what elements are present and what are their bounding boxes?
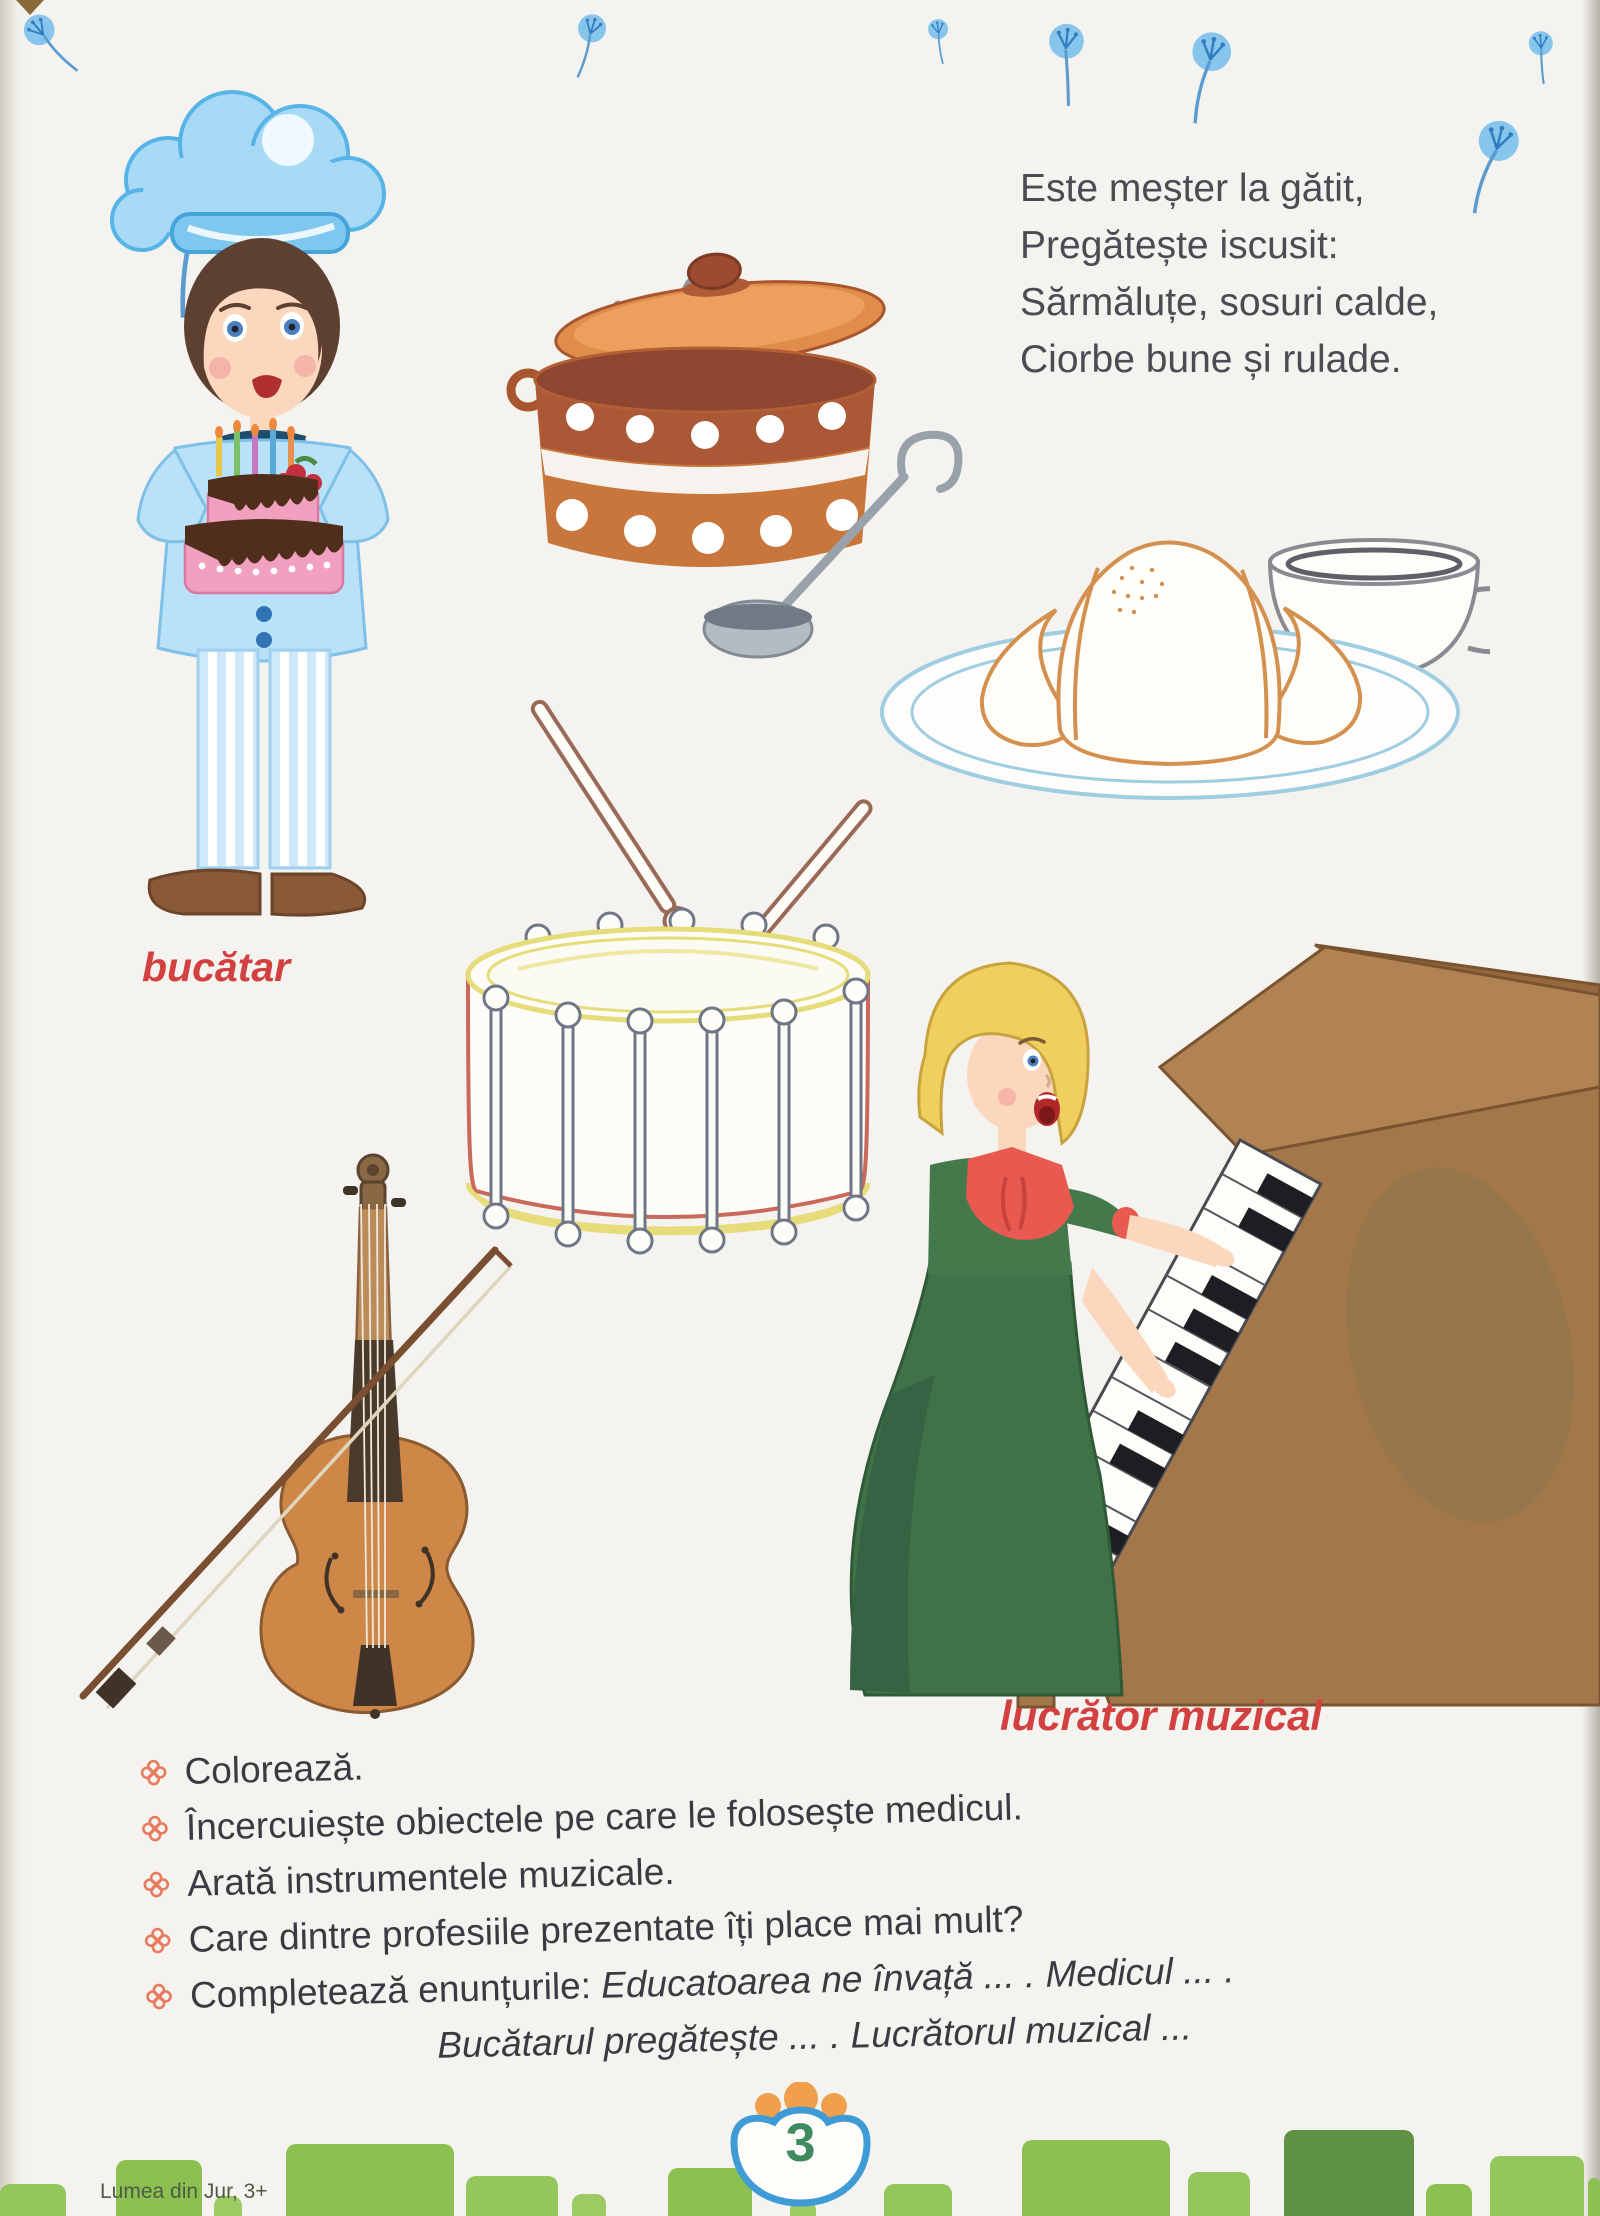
page-number: 3	[785, 2113, 816, 2173]
task-text: Arată instrumentele muzicale.	[186, 1850, 676, 1904]
grass-block	[1022, 2140, 1170, 2216]
dandelion-seed-icon	[1034, 20, 1095, 112]
chef-boy-with-cake-illustration	[80, 88, 430, 988]
flower-bullet-icon	[144, 1981, 175, 2012]
label-cook: bucătar	[142, 944, 291, 990]
dandelion-seed-icon	[1451, 112, 1533, 224]
croissant-plate-illustration	[870, 450, 1490, 810]
grass-block	[1284, 2130, 1414, 2216]
grass-block	[1188, 2172, 1250, 2216]
grass-block	[286, 2144, 454, 2216]
flower-bullet-icon	[142, 1925, 173, 1956]
task-text: Colorează.	[184, 1746, 364, 1792]
grass-block	[1426, 2184, 1472, 2216]
task-text: Încercuiește obiectele pe care le folosește medicul.	[185, 1786, 1024, 1848]
grass-block	[572, 2194, 606, 2216]
chef-hat-icon	[112, 92, 384, 252]
poem	[1020, 160, 1438, 388]
flower-bullet-icon	[141, 1869, 172, 1900]
grass-block	[0, 2184, 66, 2216]
poem-line: Este meșter la gătit,	[1020, 167, 1365, 210]
task-continuation: Bucătarul pregătește ... . Lucrătorul muzical ...	[436, 2006, 1193, 2066]
pianist-at-piano-illustration	[770, 915, 1600, 1715]
label-musician: lucrător muzical	[1000, 1692, 1323, 1739]
dandelion-seed-icon	[1170, 26, 1244, 131]
tasks-list	[138, 1717, 1486, 2086]
page-edge-left	[0, 0, 26, 2216]
task-text: Care dintre profesiile prezentate îți place mai mult?	[188, 1898, 1024, 1960]
dandelion-seed-icon	[555, 7, 617, 87]
grass-block	[466, 2176, 558, 2216]
grass-block	[884, 2184, 952, 2216]
fingerboard	[347, 1340, 403, 1502]
poem-line: Sărmăluțe, sosuri calde,	[1020, 281, 1439, 324]
shoes	[149, 870, 364, 915]
grass-block	[1490, 2156, 1584, 2216]
task-text-normal: Completează enunțurile:	[189, 1964, 602, 2016]
task-text-italic: Educatoarea ne învață ... . Medicul ... .	[600, 1949, 1236, 2006]
grass-block	[1588, 2178, 1600, 2216]
footer-text: Lumea din Jur, 3+	[100, 2180, 268, 2203]
poem-line: Pregătește iscusit:	[1020, 224, 1339, 267]
poem-line: Ciorbe bune și rulade.	[1020, 338, 1402, 381]
flower-bullet-icon	[140, 1813, 171, 1844]
flower-bullet-icon	[138, 1757, 169, 1788]
dandelion-seed-icon	[922, 16, 959, 70]
violin-illustration	[55, 1140, 525, 1720]
dandelion-seed-icon	[1522, 29, 1562, 91]
striped-pants	[198, 650, 330, 868]
